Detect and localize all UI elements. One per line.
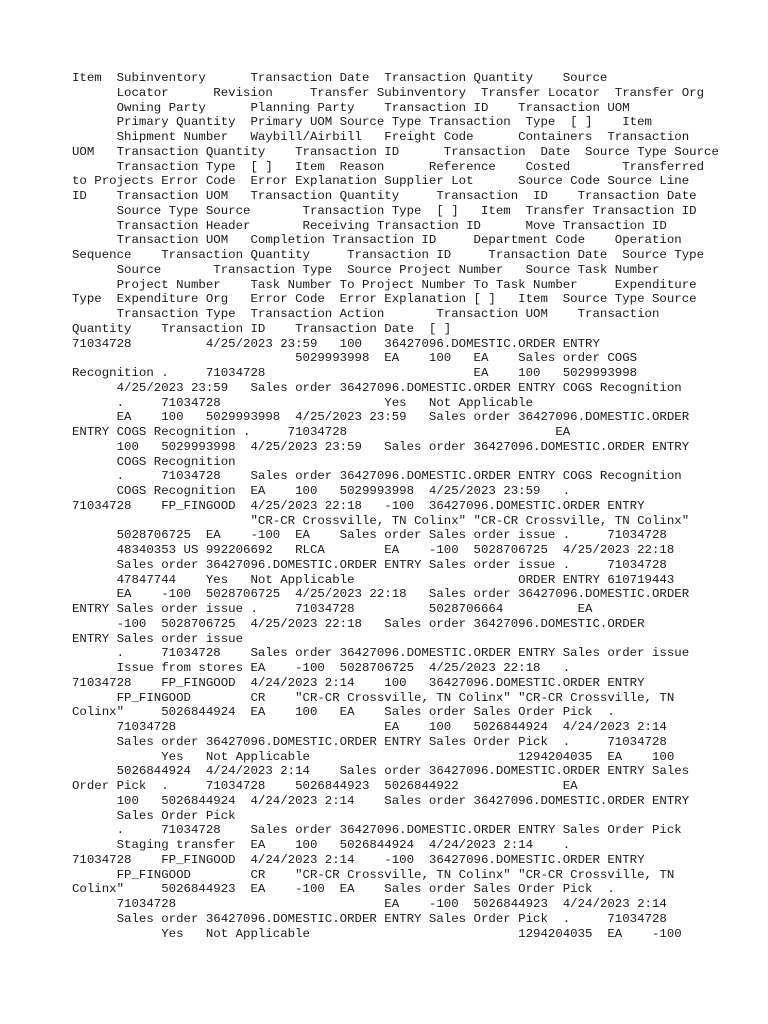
report-line: ENTRY COGS Recognition . 71034728 EA [72,425,571,439]
report-line: 71034728 EA 100 5026844924 4/24/2023 2:14 [72,720,667,734]
report-line: 5028706725 EA -100 EA Sales order Sales order issue . 71034728 [72,528,667,543]
report-line: 4/25/2023 23:59 Sales order 36427096.DOMESTIC.ORDER ENTRY COGS Recognition [72,380,682,395]
report-line: Transaction Header Receiving Transaction ID Move Transaction ID [72,218,667,233]
report-line: Transaction Type Transaction Action Transaction UOM Transaction [72,307,660,321]
report-line: Locator Revision Transfer Subinventory Transfer Locator Transfer Org [72,85,705,100]
report-line: Sales Order Pick [72,808,236,823]
report-line: Sales order 36427096.DOMESTIC.ORDER ENTRY Sales Order Pick . 71034728 [72,734,667,749]
report-line: . 71034728 Yes Not Applicable [72,395,534,410]
report-line: . 71034728 Sales order 36427096.DOMESTIC.ORDER ENTRY COGS Recognition [72,469,682,484]
report-line: FP_FINGOOD CR "CR-CR Crossville, TN Colinx" "CR-CR Crossville, TN [72,867,675,882]
report-line: 71034728 FP_FINGOOD 4/25/2023 22:18 -100 36427096.DOMESTIC.ORDER ENTRY [72,498,645,513]
report-line: Recognition . 71034728 EA 100 5029993998 [72,366,638,380]
report-line: Colinx" 5026844923 EA -100 EA Sales order Sales Order Pick . [72,882,615,897]
report-line: Owning Party Planning Party Transaction ID Transaction UOM [72,100,630,115]
report-line: Type Expenditure Org Error Code Error Explanation [ ] Item Source Type Source [72,292,697,307]
report-line: Source Type Source Transaction Type [ ] Item Transfer Transaction ID [72,203,697,218]
report-line: 100 5029993998 4/25/2023 23:59 Sales order 36427096.DOMESTIC.ORDER ENTRY [72,439,690,454]
report-line: Item Subinventory Transaction Date Transaction Quantity Source [72,71,608,85]
report-line: Sequence Transaction Quantity Transaction ID Transaction Date Source Type [72,248,705,262]
report-line: to Projects Error Code Error Explanation Supplier Lot Source Code Source Line [72,174,690,189]
report-line: Sales order 36427096.DOMESTIC.ORDER ENTRY Sales order issue . 71034728 [72,557,667,572]
report-line: ID Transaction UOM Transaction Quantity Transaction ID Transaction Date [72,189,697,203]
transaction-report [72,71,719,941]
report-line: . 71034728 Sales order 36427096.DOMESTIC.ORDER ENTRY Sales Order Pick [72,823,682,838]
report-line: UOM Transaction Quantity Transaction ID Transaction Date Source Type Source [72,144,719,159]
report-line: 71034728 4/25/2023 23:59 100 36427096.DOMESTIC.ORDER ENTRY [72,336,600,351]
report-line: Order Pick . 71034728 5026844923 5026844922 EA [72,779,578,793]
report-line: COGS Recognition [72,454,236,469]
report-line: Transaction UOM Completion Transaction ID Department Code Operation [72,233,682,248]
report-line: Project Number Task Number To Project Number To Task Number Expenditure [72,277,697,292]
report-line: Source Transaction Type Source Project Number Source Task Number [72,262,660,277]
report-line: ENTRY Sales order issue [72,631,244,646]
report-line: Quantity Transaction ID Transaction Date [ ] [72,321,452,336]
report-line: 47847744 Yes Not Applicable ORDER ENTRY 610719443 [72,572,675,587]
report-line: 5026844924 4/24/2023 2:14 Sales order 36427096.DOMESTIC.ORDER ENTRY Sales [72,764,690,779]
report-line: 5029993998 EA 100 EA Sales order COGS [72,351,638,366]
report-line: Transaction Type [ ] Item Reason Reference Costed Transferred [72,159,705,174]
report-line: . 71034728 Sales order 36427096.DOMESTIC.ORDER ENTRY Sales order issue [72,646,690,661]
report-line: "CR-CR Crossville, TN Colinx" "CR-CR Crossville, TN Colinx" [72,513,690,528]
report-line: 71034728 FP_FINGOOD 4/24/2023 2:14 -100 36427096.DOMESTIC.ORDER ENTRY [72,852,645,867]
report-line: -100 5028706725 4/25/2023 22:18 Sales order 36427096.DOMESTIC.ORDER [72,616,645,631]
report-line: Shipment Number Waybill/Airbill Freight Code Containers Transaction [72,130,690,144]
report-line: ENTRY Sales order issue . 71034728 5028706664 EA [72,602,593,616]
report-line: Primary Quantity Primary UOM Source Type Transaction Type [ ] Item [72,115,652,130]
report-line: Colinx" 5026844924 EA 100 EA Sales order Sales Order Pick . [72,705,615,720]
report-line: FP_FINGOOD CR "CR-CR Crossville, TN Colinx" "CR-CR Crossville, TN [72,690,675,705]
report-line: Yes Not Applicable 1294204035 EA 100 [72,749,675,764]
report-line: Staging transfer EA 100 5026844924 4/24/2023 2:14 . [72,838,571,852]
report-line: 48340353 US 992206692 RLCA EA -100 5028706725 4/25/2023 22:18 [72,543,675,557]
report-line: 71034728 FP_FINGOOD 4/24/2023 2:14 100 36427096.DOMESTIC.ORDER ENTRY [72,675,645,690]
report-line: Sales order 36427096.DOMESTIC.ORDER ENTRY Sales Order Pick . 71034728 [72,911,667,926]
report-line: 100 5026844924 4/24/2023 2:14 Sales order 36427096.DOMESTIC.ORDER ENTRY [72,793,690,808]
report-line: Yes Not Applicable 1294204035 EA -100 [72,926,682,941]
report-line: EA -100 5028706725 4/25/2023 22:18 Sales order 36427096.DOMESTIC.ORDER [72,587,690,602]
report-line: Issue from stores EA -100 5028706725 4/25/2023 22:18 . [72,661,571,675]
report-line: COGS Recognition EA 100 5029993998 4/25/2023 23:59 . [72,484,571,498]
report-line: 71034728 EA -100 5026844923 4/24/2023 2:14 [72,897,667,911]
report-line: EA 100 5029993998 4/25/2023 23:59 Sales order 36427096.DOMESTIC.ORDER [72,410,690,425]
